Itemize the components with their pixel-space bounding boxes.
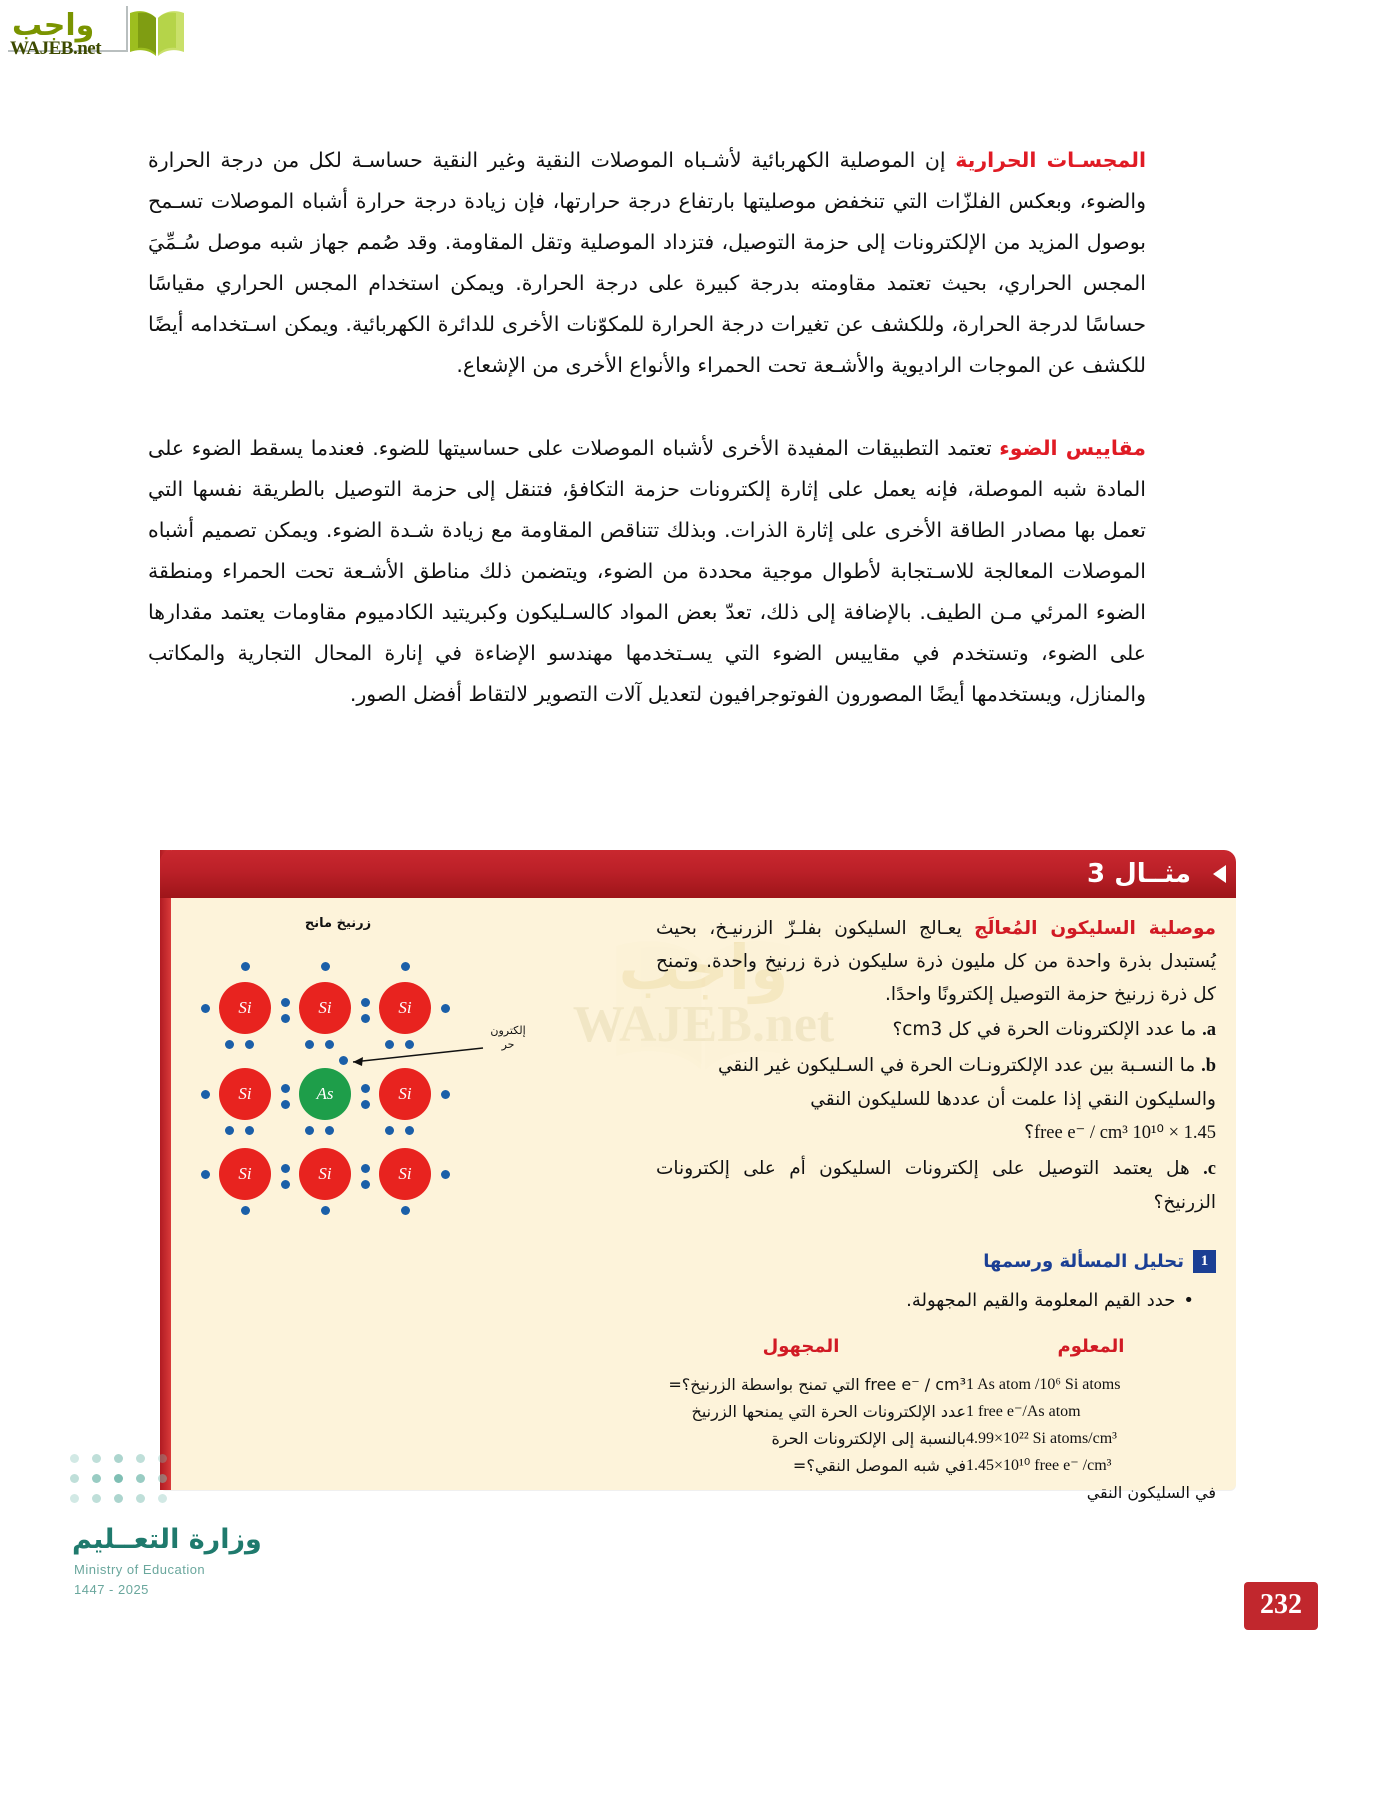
site-logo-latin-name: WAJEB <box>10 38 73 59</box>
electron-dot <box>361 1084 370 1093</box>
site-logo-arabic: واجب <box>12 8 95 43</box>
electron-dot <box>321 1206 330 1215</box>
example-box <box>160 850 1236 1502</box>
page-number-badge: 232 <box>1244 1582 1318 1630</box>
atom-silicon <box>219 1068 271 1120</box>
atom-label: Si <box>318 998 332 1017</box>
electron-dot <box>281 1084 290 1093</box>
ministry-name-english: Ministry of Education <box>74 1562 206 1577</box>
electron-dot <box>385 1126 394 1135</box>
unknown-row: free e⁻ / cm³ التي تمنح بواسطة الزرنيخ؟= <box>668 1375 966 1394</box>
paragraph-text-lightmeters: تعتمد التطبيقات المفيدة الأخرى لأشباه الموصلات على حساسيتها للضوء. فعندما يسقط الضوء على المادة شبه الموصلة، فإنه يعمل على إثارة إلكترونات حزمة التكافؤ، فتنقل إلى حزمة التوصيل بالطريقة نفسها التي تعمل بها مصادر الطاقة الأخرى على إثارة الذرات. وبذلك تتناقص المقاومة مع زيادة شـدة الضوء. ويمكن تصميم أشباه الموصلات المعالجة للاسـتجابة لأطوال موجية محددة من الضوء، ويتضمن ذلك مناطق الأشـعة تحت الحمراء ومنطقة الضوء المرئي مـن الطيف. بالإضافة إلى ذلك، تعدّ بعض المواد كالسـليكون وكبريتيد الكادميوم مقاومات يعتمد مقدارها على الضوء، وتستخدم في مقاييس الضوء التي يسـتخدمها مهندسو الإضاءة في إنارة المحال التجارية والمكاتب والمنازل، ويستخدمها أيضًا المصورون الفوتوجرافيون لتعديل آلات التصوير لالتقاط أفضل الصور. <box>148 436 1146 706</box>
atom-silicon <box>299 1148 351 1200</box>
electron-dot <box>321 962 330 971</box>
known-row: في السليكون النقي <box>1086 1483 1216 1502</box>
electron-dot <box>201 1090 210 1099</box>
atom-label: Si <box>318 1164 332 1183</box>
list-item <box>656 1049 1216 1150</box>
atom-silicon <box>219 1148 271 1200</box>
diagram-caption: زرنيخ مانح <box>304 916 372 931</box>
example-header <box>160 850 1236 898</box>
paragraph-lead-lightmeters: مقاييس الضوء <box>999 436 1146 460</box>
site-logo <box>8 6 188 62</box>
free-electron-annotation <box>473 1024 543 1052</box>
electron-dot <box>361 998 370 1007</box>
question-text-b-line1: ما النسـبة بين عدد الإلكترونـات الحرة في السـليكون غير النقي <box>717 1055 1196 1076</box>
electron-dot <box>361 1164 370 1173</box>
question-text-c: هل يعتمد التوصيل على إلكترونات السليكون أم على إلكترونات الزرنيخ؟ <box>656 1158 1216 1213</box>
electron-dot <box>241 1206 250 1215</box>
electron-dot <box>441 1004 450 1013</box>
ministry-dot-pattern <box>70 1454 220 1514</box>
atom-label: Si <box>398 998 412 1017</box>
electron-dot <box>281 1100 290 1109</box>
atom-label: Si <box>398 1164 412 1183</box>
atom-silicon <box>299 982 351 1034</box>
electron-dot <box>305 1040 314 1049</box>
column-header-known: المعلوم <box>1057 1336 1125 1357</box>
column-unknown <box>636 1371 966 1506</box>
electron-dot <box>245 1126 254 1135</box>
step-number-badge: 1 <box>1193 1250 1216 1273</box>
atom-silicon <box>379 982 431 1034</box>
electron-dot <box>401 1206 410 1215</box>
open-book-icon <box>126 8 188 60</box>
list-item <box>656 1152 1216 1219</box>
known-row: 4.99×10²² Si atoms/cm³ <box>966 1430 1117 1447</box>
free-electron-annotation-line1: إلكترون <box>490 1024 526 1037</box>
column-known <box>966 1371 1216 1506</box>
ministry-logo <box>70 1454 300 1604</box>
electron-dot <box>281 998 290 1007</box>
electron-dot <box>405 1126 414 1135</box>
example-body <box>171 898 1236 1502</box>
example-title: مثــال 3 <box>1087 859 1191 889</box>
electron-dot <box>361 1014 370 1023</box>
example-question-lead: موصلية السليكون المُعالَج <box>974 918 1216 939</box>
known-unknown-table <box>596 1336 1216 1506</box>
electron-dot <box>201 1004 210 1013</box>
electron-dot <box>325 1126 334 1135</box>
question-key-c: c. <box>1203 1159 1216 1179</box>
electron-dot <box>325 1040 334 1049</box>
known-row: 1.45×10¹⁰ free e⁻ /cm³ <box>966 1457 1112 1474</box>
electron-dot <box>225 1040 234 1049</box>
known-unknown-headers <box>596 1336 1216 1357</box>
electron-dot <box>245 1040 254 1049</box>
paragraph-lead-thermistors: المجسـات الحرارية <box>955 148 1146 172</box>
watermark-arabic: واجب <box>618 931 789 1004</box>
paragraph-thermistors <box>148 140 1146 386</box>
known-row: 1 As atom /10⁶ Si atoms <box>966 1376 1121 1393</box>
ministry-name-arabic: وزارة التعــليم <box>72 1524 262 1555</box>
paragraph-text-thermistors: إن الموصلية الكهربائية لأشـباه الموصلات النقية وغير النقية حساسـة لكل من درجة الحرارة والضوء، وبعكس الفلزّات التي تنخفض موصليتها بارتفاع درجة حرارتها، فإن زيادة درجة حرارة أشباه الموصلات تسـمح بوصول المزيد من الإلكترونات إلى حزمة التوصيل، فتزداد الموصلية وتقل المقاومة. وقد صُمم جهاز شبه موصل سُـمِّيَ المجس الحراري، بحيث تعتمد مقاومته بدرجة كبيرة على درجة الحرارة. ويمكن استخدام المجس الحراري مقياسًا حساسًا لدرجة الحرارة، وللكشف عن تغيرات درجة الحرارة للمكوّنات الأخرى للدائرة الكهربائية. ويمكن اسـتخدامه أيضًا للكشف عن الموجات الراديوية والأشـعة تحت الحمراء والأنواع الأخرى من الإشعاع. <box>148 148 1146 377</box>
solution-step-1 <box>616 1250 1216 1273</box>
electron-dot <box>361 1180 370 1189</box>
electron-dot <box>305 1126 314 1135</box>
atom-label: Si <box>238 1084 252 1103</box>
known-unknown-rows <box>596 1371 1216 1506</box>
triangle-left-icon <box>1213 865 1226 883</box>
electron-dot <box>401 962 410 971</box>
electron-dot <box>201 1170 210 1179</box>
column-header-unknown: المجهول <box>762 1336 840 1357</box>
example-question-intro <box>656 912 1216 1011</box>
atom-silicon <box>219 982 271 1034</box>
example-question-list <box>656 1013 1216 1219</box>
electron-dot <box>281 1164 290 1173</box>
electron-dot <box>281 1014 290 1023</box>
step-bullet: • حدد القيم المعلومة والقيم المجهولة. <box>614 1290 1194 1311</box>
article-body <box>148 140 1146 741</box>
question-text-b-line3: 1.45 × 10¹⁰ free e⁻ / cm³؟ <box>1024 1123 1216 1143</box>
semiconductor-lattice-diagram <box>193 916 526 1216</box>
atom-label: As <box>316 1084 334 1103</box>
paragraph-lightmeters <box>148 428 1146 715</box>
electron-dot <box>225 1126 234 1135</box>
step-title: تحليل المسألة ورسمها <box>983 1251 1184 1272</box>
ministry-year: 2025 - 1447 <box>74 1582 149 1597</box>
electron-dot <box>441 1090 450 1099</box>
list-item <box>656 1013 1216 1047</box>
question-key-a: a. <box>1202 1020 1216 1040</box>
watermark-latin: WAJEB.net <box>572 996 835 1053</box>
electron-dot <box>361 1100 370 1109</box>
example-question-intro-text: يعـالج السليكون بفلـزّ الزرنيـخ، بحيث يُستبدل بذرة واحدة من كل مليون ذرة سليكون ذرة زرنيخ واحدة. وتمنح كل ذرة زرنيخ حزمة التوصيل إلكترونًا واحدًا. <box>656 918 1216 1005</box>
electron-dot <box>441 1170 450 1179</box>
unknown-row: بالنسبة إلى الإلكترونات الحرة <box>771 1429 966 1448</box>
unknown-row: عدد الإلكترونات الحرة التي يمنحها الزرنيخ <box>691 1402 966 1421</box>
unknown-row: في شبه الموصل النقي؟= <box>792 1456 966 1475</box>
atom-silicon <box>379 1148 431 1200</box>
electron-dot <box>281 1180 290 1189</box>
example-left-accent-bar <box>160 850 171 1490</box>
free-electron-annotation-line2: حر <box>501 1038 515 1051</box>
site-logo-latin <box>10 38 101 60</box>
atom-label: Si <box>398 1084 412 1103</box>
question-text-a: ما عدد الإلكترونات الحرة في كل cm3؟ <box>892 1019 1197 1040</box>
question-key-b: b. <box>1201 1056 1216 1076</box>
question-text-b-line2: والسليكون النقي إذا علمت أن عددها للسليكون النقي <box>810 1089 1216 1110</box>
atom-label: Si <box>238 1164 252 1183</box>
example-question <box>656 912 1216 1221</box>
electron-dot <box>241 962 250 971</box>
leader-arrow-icon <box>343 1044 493 1084</box>
known-row: 1 free e⁻/As atom <box>966 1403 1081 1420</box>
site-logo-tld: .net <box>72 38 102 59</box>
atom-label: Si <box>238 998 252 1017</box>
